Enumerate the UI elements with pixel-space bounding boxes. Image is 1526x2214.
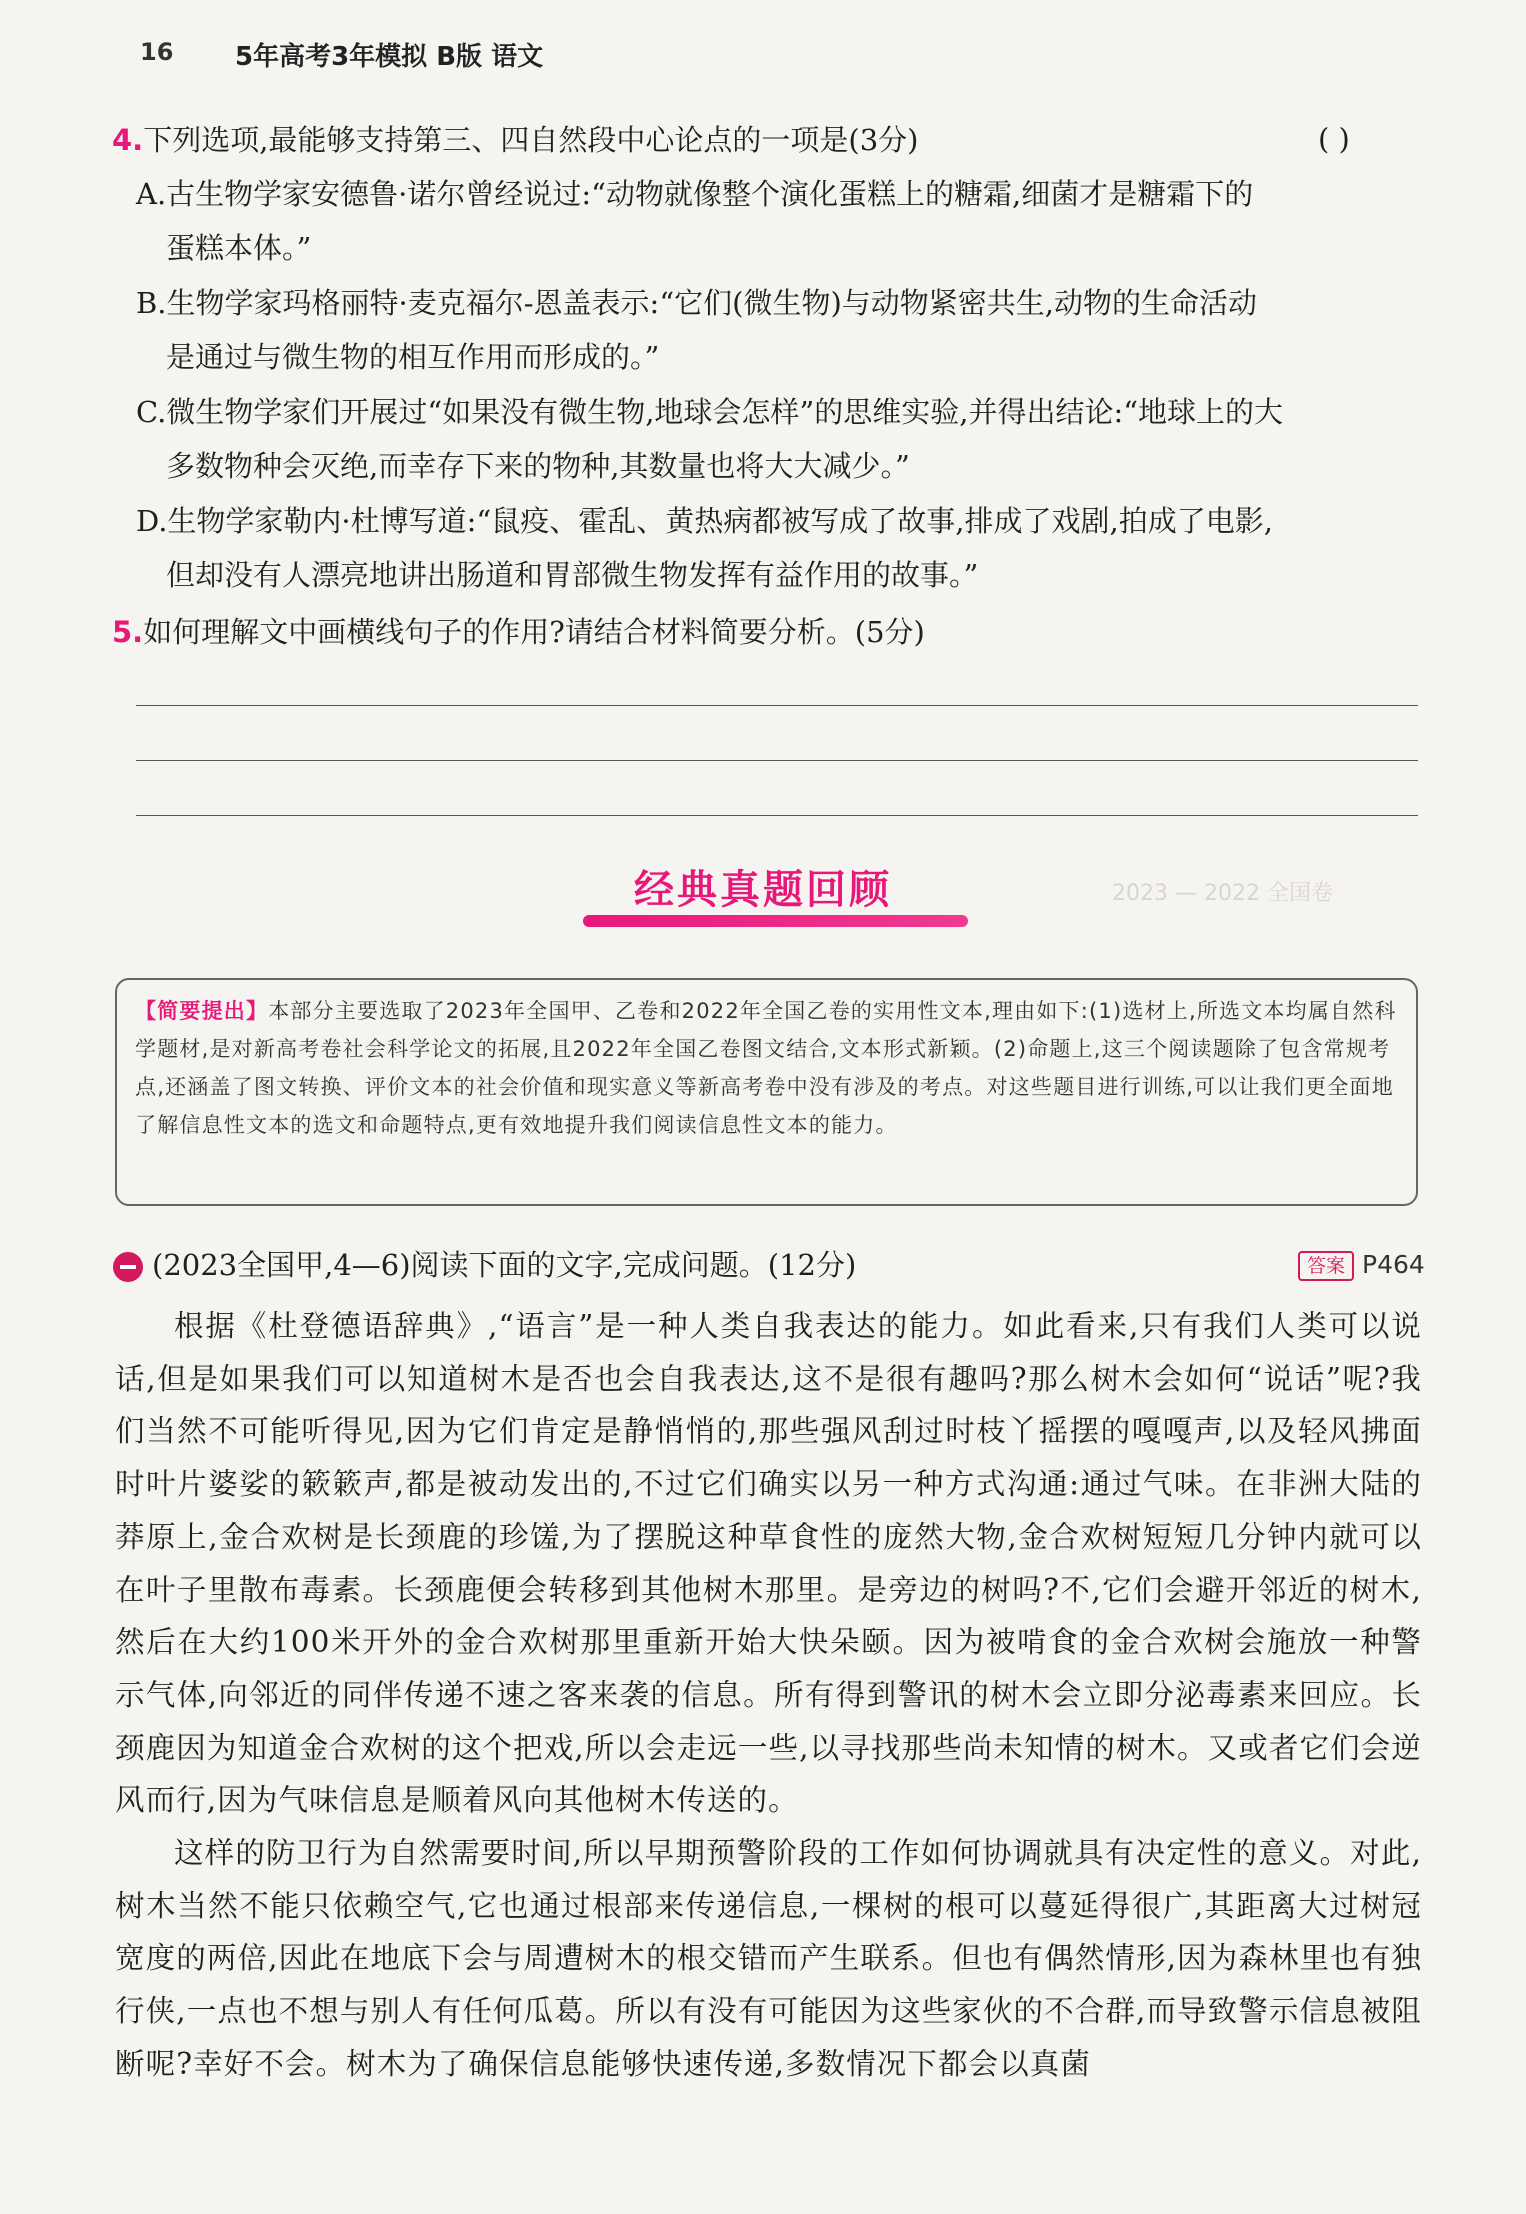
option-b-line2: 是通过与微生物的相互作用而形成的。” [166, 340, 660, 374]
page-number: 16 [140, 38, 174, 66]
answer-page-ref[interactable]: P464 [1362, 1250, 1425, 1279]
option-c-line2: 多数物种会灭绝,而幸存下来的物种,其数量也将大大减少。” [166, 449, 910, 483]
option-c-line1: C.微生物学家们开展过“如果没有微生物,地球会怎样”的思维实验,并得出结论:“地球上的大 [136, 395, 1284, 429]
passage-paragraph: 这样的防卫行为自然需要时间,所以早期预警阶段的工作如何协调就具有决定性的意义。对此,树木当然不能只依赖空气,它也通过根部来传递信息,一棵树的根可以蔓延得很广,其距离大过树冠宽度的两倍,因此在地底下会与周遭树木的根交错而产生联系。但也有偶然情形,因为森林里也有独行侠,一点也不想与别人有任何瓜葛。所以有没有可能因为这些家伙的不合群,而导致警示信息被阻断呢?幸好不会。树木为了确保信息能够快速传递,多数情况下都会以真菌 [115, 1836, 1422, 2081]
answer-line[interactable] [136, 815, 1418, 816]
option-d-line1: D.生物学家勒内·杜博写道:“鼠疫、霍乱、黄热病都被写成了故事,排成了戏剧,拍成了电影, [136, 504, 1273, 538]
answer-line[interactable] [136, 760, 1418, 761]
section-one-bullet-icon [113, 1252, 143, 1282]
answer-parentheses[interactable]: ( ) [1318, 122, 1350, 156]
option-a-line1: A.古生物学家安德鲁·诺尔曾经说过:“动物就像整个演化蛋糕上的糖霜,细菌才是糖霜下的 [136, 177, 1254, 211]
box-tag: 【简要提出】 [135, 999, 269, 1023]
question-text: 如何理解文中画横线句子的作用?请结合材料简要分析。(5分) [143, 615, 925, 649]
question-4-stem [112, 122, 919, 158]
section-title: 经典真题回顾 [634, 867, 892, 913]
option-d-line2: 但却没有人漂亮地讲出肠道和胃部微生物发挥有益作用的故事。” [166, 558, 979, 592]
option-b-line1: B.生物学家玛格丽特·麦克福尔-恩盖表示:“它们(微生物)与动物紧密共生,动物的生命活动 [136, 286, 1257, 320]
question-number: 4. [112, 123, 144, 157]
question-text: 下列选项,最能够支持第三、四自然段中心论点的一项是(3分) [143, 123, 919, 157]
question-number: 5. [112, 615, 144, 649]
reading-passage [115, 1300, 1422, 2091]
section-title-underline [583, 915, 968, 927]
answer-badge[interactable]: 答案 [1298, 1251, 1354, 1281]
question-5-stem [112, 614, 925, 650]
section-one-heading: (2023全国甲,4—6)阅读下面的文字,完成问题。(12分) [152, 1248, 857, 1282]
book-title: 5年高考3年模拟 B版 语文 [235, 42, 544, 72]
box-text: 本部分主要选取了2023年全国甲、乙卷和2022年全国乙卷的实用性文本,理由如下:(1)选材上,所选文本均属自然科学题材,是对新高考卷社会科学论文的拓展,且2022年全国乙卷图文结合,文本形式新颖。(2)命题上,这三个阅读题除了包含常规考点,还涵盖了图文转换、评价文本的社会价值和现实意义等新高考卷中没有涉及的考点。对这些题目进行训练,可以让我们更全面地了解信息性文本的选文和命题特点,更有效地提升我们阅读信息性文本的能力。 [135, 999, 1397, 1137]
box-content [135, 992, 1398, 1144]
section-faded-note: 2023 — 2022 全国卷 [1112, 881, 1333, 906]
option-a-line2: 蛋糕本体。” [166, 231, 312, 265]
answer-line[interactable] [136, 705, 1418, 706]
passage-paragraph: 根据《杜登德语辞典》,“语言”是一种人类自我表达的能力。如此看来,只有我们人类可以说话,但是如果我们可以知道树木是否也会自我表达,这不是很有趣吗?那么树木会如何“说话”呢?我们当然不可能听得见,因为它们肯定是静悄悄的,那些强风刮过时枝丫摇摆的嘎嘎声,以及轻风拂面时叶片婆娑的簌簌声,都是被动发出的,不过它们确实以另一种方式沟通:通过气味。在非洲大陆的莽原上,金合欢树是长颈鹿的珍馐,为了摆脱这种草食性的庞然大物,金合欢树短短几分钟内就可以在叶子里散布毒素。长颈鹿便会转移到其他树木那里。是旁边的树吗?不,它们会避开邻近的树木,然后在大约100米开外的金合欢树那里重新开始大快朵颐。因为被啃食的金合欢树会施放一种警示气体,向邻近的同伴传递不速之客来袭的信息。所有得到警讯的树木会立即分泌毒素来回应。长颈鹿因为知道金合欢树的这个把戏,所以会走远一些,以寻找那些尚未知情的树木。又或者它们会逆风而行,因为气味信息是顺着风向其他树木传送的。 [115, 1309, 1422, 1818]
selection-rationale-box [115, 978, 1418, 1206]
